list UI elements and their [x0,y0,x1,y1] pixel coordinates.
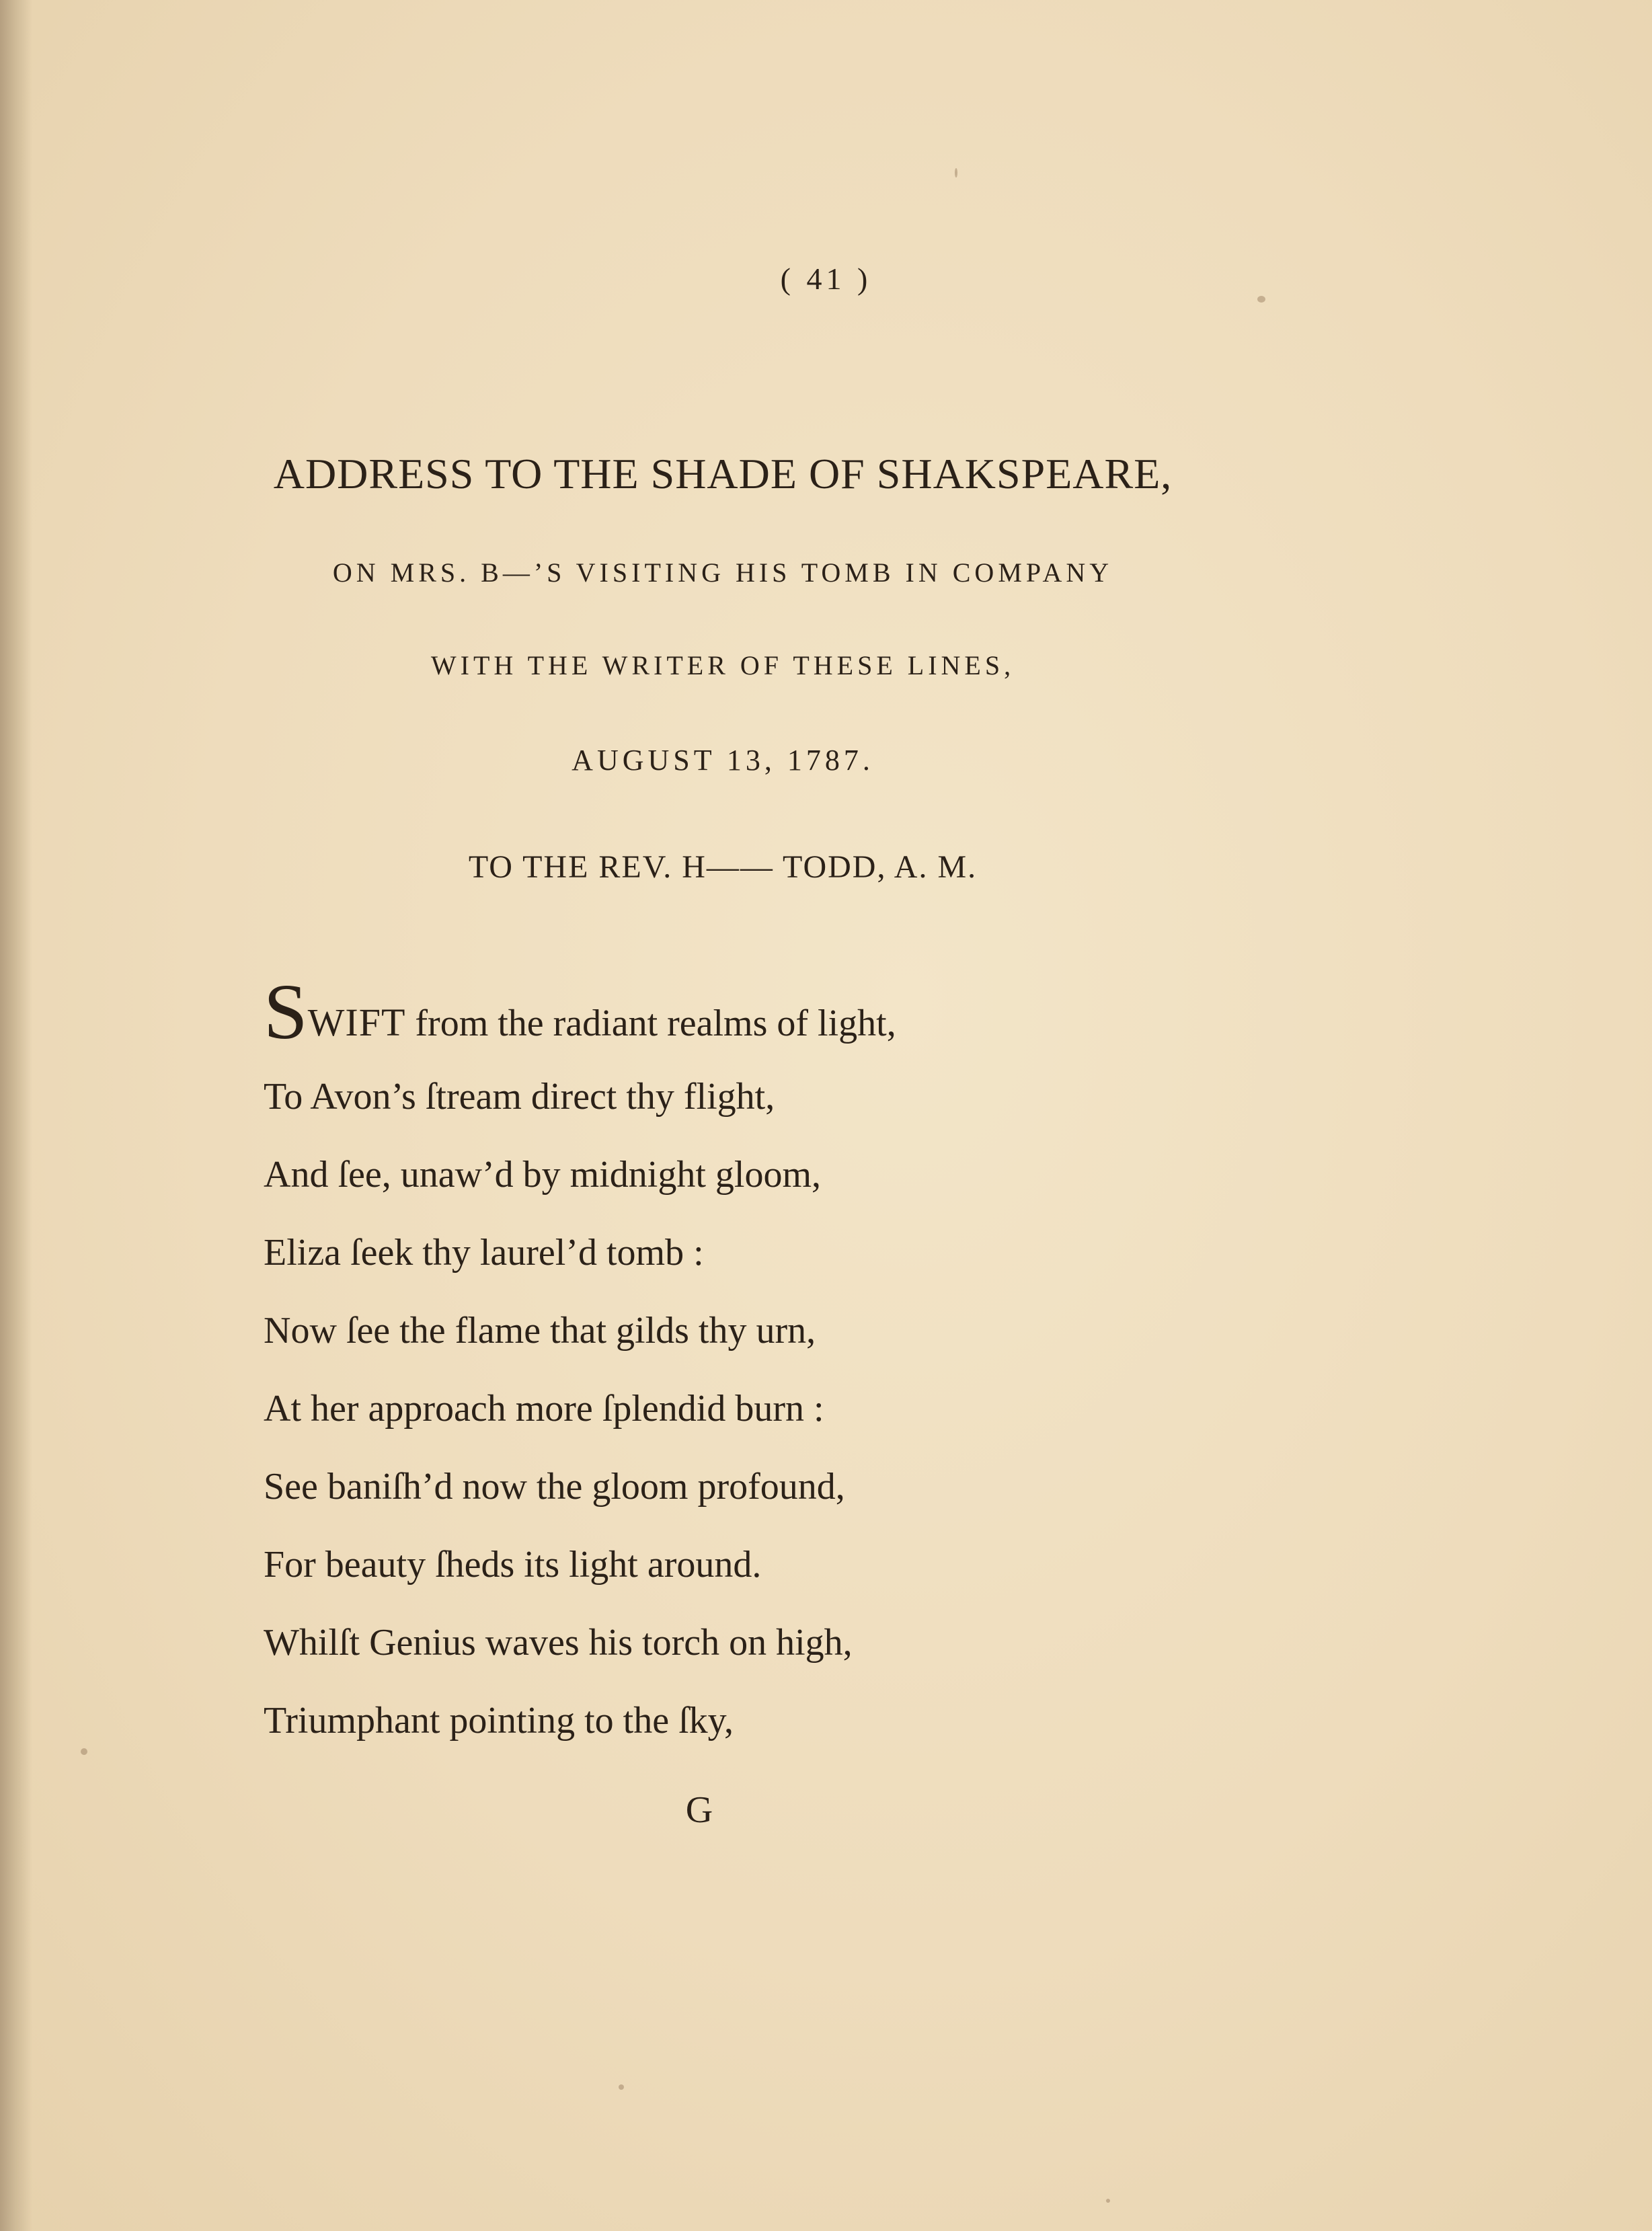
signature-mark: G [685,1789,713,1831]
verse-line: To Avon’s ſtream direct thy flight, [264,1076,775,1118]
subtitle-line-2: WITH THE WRITER OF THESE LINES, [430,650,1015,680]
paper-speck [81,1748,87,1755]
paper-speck [1106,2199,1110,2203]
first-word-rest: WIFT [307,1001,406,1044]
verse-line: Whilſt Genius waves his torch on high, [264,1622,853,1664]
drop-cap: S [264,968,308,1056]
poem-verse [264,968,1205,1760]
paper-speck [1257,296,1265,303]
subtitle-date: AUGUST 13, 1787. [572,744,874,777]
verse-line: For beauty ſheds its light around. [264,1544,762,1586]
verse-line-1 [264,968,1205,1058]
verse-line: At her approach more ſplendid burn : [264,1388,824,1430]
verse-line: And ſee, unaw’d by midnight gloom, [264,1154,822,1196]
first-line-rest: from the radiant realms of light, [405,1003,896,1044]
verse-line: Eliza ſeek thy laurel’d tomb : [264,1232,704,1274]
paper-speck [955,168,957,178]
verse-line: See baniſh’d now the gloom profound, [264,1466,845,1508]
page-number-header: ( 41 ) [780,262,872,296]
subtitle-line-1: ON MRS. B—’S VISITING HIS TOMB IN COMPANY [332,557,1113,588]
spine-shadow [0,0,32,2231]
verse-line: Now ſee the flame that gilds thy urn, [264,1310,816,1352]
paper-speck [619,2084,624,2090]
verse-line: Triumphant pointing to the ſky, [264,1700,734,1741]
dedication: TO THE REV. H—— TODD, A. M. [468,849,978,885]
poem-title: ADDRESS TO THE SHADE OF SHAKSPEARE, [273,450,1173,498]
